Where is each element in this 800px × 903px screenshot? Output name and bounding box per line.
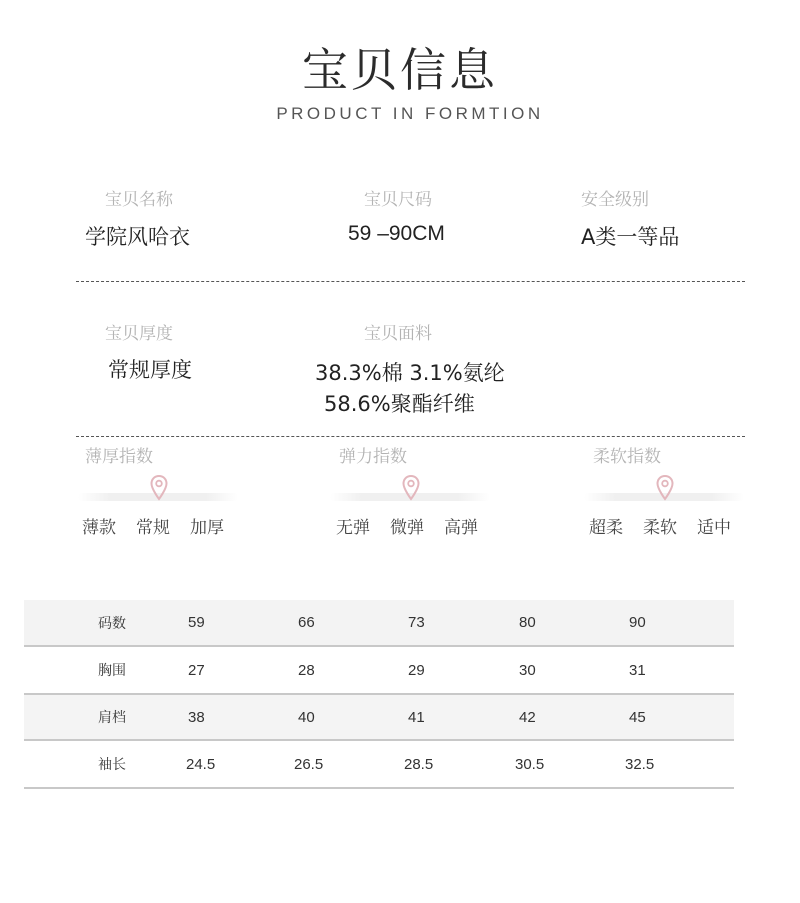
table-header-row bbox=[24, 600, 734, 647]
name-value: 学院风哈衣 bbox=[85, 225, 190, 249]
map-pin-icon bbox=[402, 475, 420, 501]
fabric-line-1: 38.3%棉 3.1%氨纶 bbox=[315, 361, 505, 385]
index-option: 无弹 bbox=[336, 518, 370, 538]
index-title: 柔软指数 bbox=[593, 447, 661, 467]
table-cell: 29 bbox=[408, 661, 425, 679]
page-subtitle: PRODUCT IN FORMTION bbox=[276, 104, 544, 123]
size-label: 宝贝尺码 bbox=[364, 190, 432, 210]
table-header-cell: 码数 bbox=[98, 615, 126, 632]
safety-value: A类一等品 bbox=[581, 225, 680, 249]
page-title: 宝贝信息 bbox=[302, 43, 498, 97]
table-cell: 28 bbox=[298, 661, 315, 679]
table-cell: 32.5 bbox=[625, 755, 655, 773]
table-header-cell: 90 bbox=[629, 614, 646, 631]
table-cell: 27 bbox=[188, 661, 205, 679]
table-row bbox=[24, 741, 734, 789]
table-cell: 42 bbox=[519, 708, 536, 726]
table-header-cell: 59 bbox=[188, 614, 205, 631]
index-option: 超柔 bbox=[589, 518, 623, 538]
index-option: 加厚 bbox=[190, 518, 224, 538]
table-cell: 26.5 bbox=[294, 755, 324, 773]
table-cell: 28.5 bbox=[404, 755, 434, 773]
thickness-value: 常规厚度 bbox=[108, 358, 192, 382]
fabric-line-2: 58.6%聚酯纤维 bbox=[324, 392, 475, 416]
size-table bbox=[24, 600, 734, 789]
table-row-label: 袖长 bbox=[98, 757, 126, 773]
index-option-selected: 常规 bbox=[136, 518, 170, 538]
table-row bbox=[24, 647, 734, 695]
index-option: 高弹 bbox=[444, 518, 478, 538]
index-option-selected: 柔软 bbox=[643, 518, 677, 538]
map-pin-icon bbox=[656, 475, 674, 501]
fabric-label: 宝贝面料 bbox=[364, 324, 432, 344]
table-header-cell: 73 bbox=[408, 614, 425, 631]
divider-1 bbox=[76, 281, 745, 282]
index-option: 适中 bbox=[697, 518, 731, 538]
table-cell: 30.5 bbox=[515, 755, 545, 773]
table-cell: 41 bbox=[408, 708, 425, 726]
table-cell: 31 bbox=[629, 661, 646, 679]
table-row-label: 肩档 bbox=[98, 710, 126, 726]
index-title: 薄厚指数 bbox=[85, 447, 153, 467]
divider-2 bbox=[76, 436, 745, 437]
thickness-label: 宝贝厚度 bbox=[105, 324, 173, 344]
index-option-selected: 微弹 bbox=[390, 518, 424, 538]
table-header-cell: 80 bbox=[519, 614, 536, 631]
table-cell: 38 bbox=[188, 708, 205, 726]
table-cell: 45 bbox=[629, 708, 646, 726]
name-label: 宝贝名称 bbox=[105, 190, 173, 210]
index-option: 薄款 bbox=[82, 518, 116, 538]
table-cell: 40 bbox=[298, 708, 315, 726]
table-header-cell: 66 bbox=[298, 614, 315, 631]
map-pin-icon bbox=[150, 475, 168, 501]
table-cell: 30 bbox=[519, 661, 536, 679]
table-cell: 24.5 bbox=[186, 755, 216, 773]
safety-label: 安全级别 bbox=[581, 190, 649, 210]
index-title: 弹力指数 bbox=[339, 447, 407, 467]
size-value: 59 –90CM bbox=[348, 222, 445, 245]
table-row-label: 胸围 bbox=[98, 663, 126, 679]
table-row bbox=[24, 695, 734, 741]
